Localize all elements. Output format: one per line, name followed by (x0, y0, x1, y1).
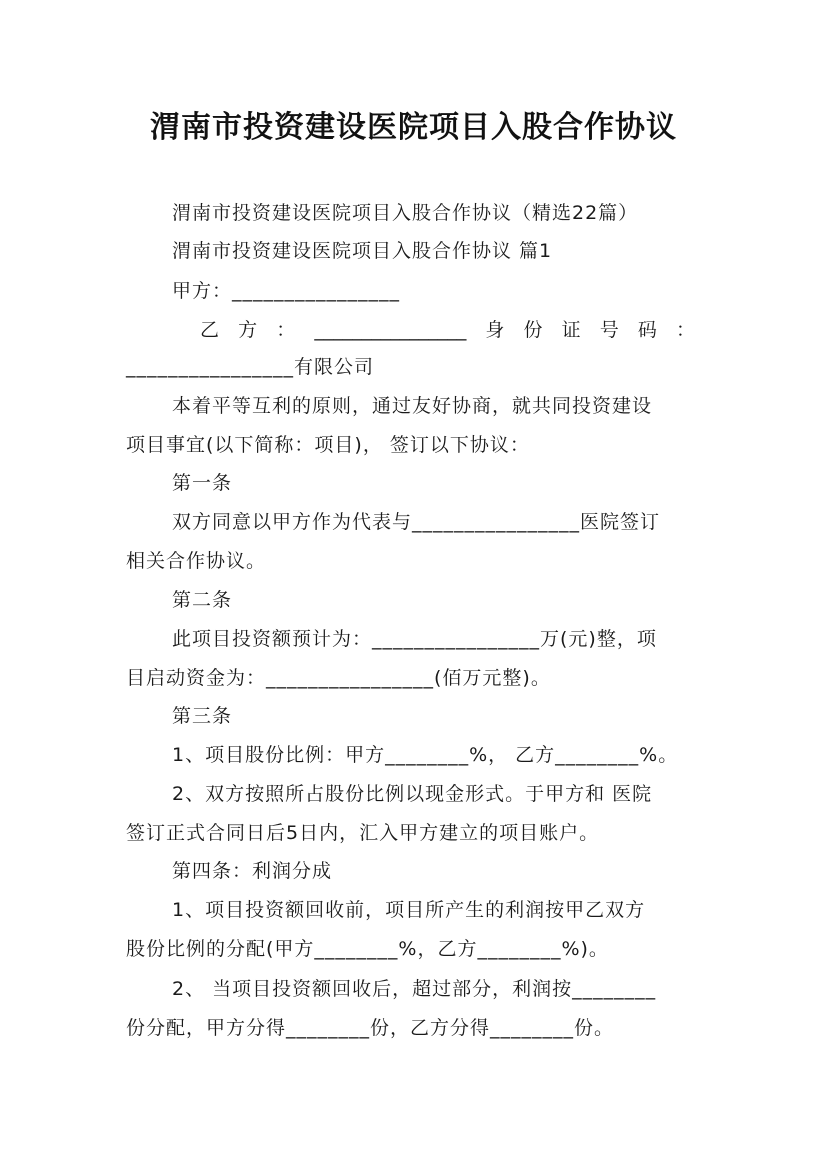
id-number-char: ： (675, 319, 695, 341)
doc-line-party-a: 甲方：________________ (172, 280, 401, 302)
doc-line-company: ________________有限公司 (126, 356, 375, 378)
id-number-char: 码 (637, 319, 657, 341)
doc-line-article-3-item-1: 1、项目股份比例：甲方________%， 乙方________%。 (172, 744, 679, 766)
doc-line-article-2-cont: 目启动资金为：________________(佰万元整)。 (126, 667, 551, 689)
id-number-char: 号 (599, 319, 619, 341)
doc-line-article-1-cont: 相关合作协议。 (126, 550, 267, 572)
doc-line-article-3: 第三条 (172, 705, 233, 727)
doc-line-article-2-body: 此项目投资额预计为：________________万(元)整，项 (172, 628, 657, 650)
doc-line-article-heading: 渭南市投资建设医院项目入股合作协议 篇1 (172, 240, 553, 262)
doc-line-article-2: 第二条 (172, 589, 233, 611)
id-number-char: 份 (523, 319, 543, 341)
doc-line-article-4-item-2-cont: 份分配，甲方分得________份，乙方分得________份。 (126, 1017, 615, 1039)
doc-line-article-4: 第四条：利润分成 (172, 860, 333, 882)
doc-line-article-1: 第一条 (172, 472, 233, 494)
party-b-char: 乙 (200, 319, 220, 341)
party-b-blank: ________________ (314, 319, 467, 341)
doc-line-principle: 本着平等互利的原则，通过友好协商，就共同投资建设 (172, 395, 653, 417)
id-number-char: 证 (561, 319, 581, 341)
doc-line-article-3-item-2: 2、双方按照所占股份比例以现金形式。于甲方和 医院 (172, 783, 653, 805)
doc-line-article-4-item-1: 1、项目投资额回收前，项目所产生的利润按甲乙双方 (172, 899, 646, 921)
doc-line-article-4-item-2: 2、 当项目投资额回收后，超过部分，利润按________ (172, 978, 657, 1000)
doc-line-subtitle: 渭南市投资建设医院项目入股合作协议（精选22篇） (172, 202, 639, 224)
party-b-char: ： (276, 319, 296, 341)
doc-line-article-3-item-2-cont: 签订正式合同日后5日内，汇入甲方建立的项目账户。 (126, 822, 600, 844)
id-number-char: 身 (485, 319, 505, 341)
doc-line-article-4-item-1-cont: 股份比例的分配(甲方________%，乙方________%)。 (126, 938, 609, 960)
doc-line-article-1-body: 双方同意以甲方作为代表与________________医院签订 (172, 511, 661, 533)
document-title: 渭南市投资建设医院项目入股合作协议 (150, 110, 677, 145)
doc-line-party-b (200, 318, 695, 342)
party-b-char: 方 (238, 319, 258, 341)
doc-line-principle-cont: 项目事宜(以下简称：项目)， 签订以下协议： (126, 434, 530, 456)
